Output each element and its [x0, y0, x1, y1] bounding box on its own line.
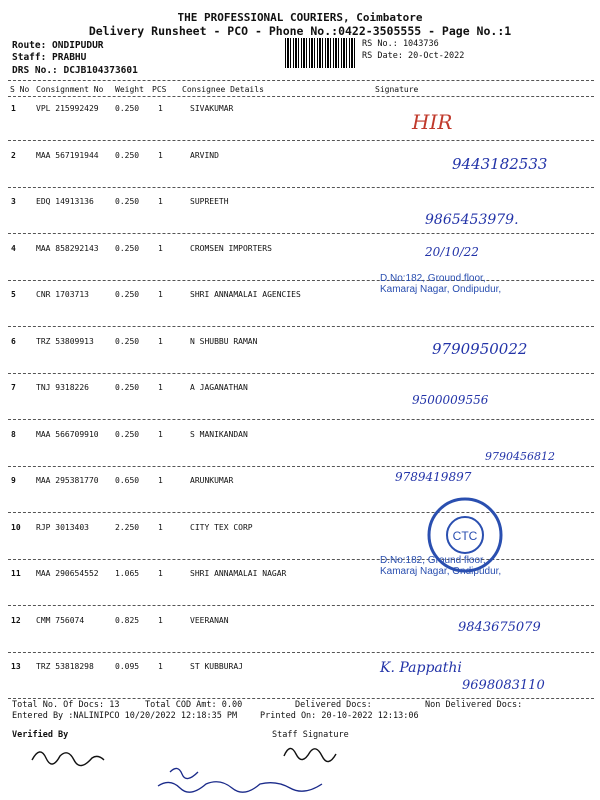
row-divider: [8, 698, 594, 699]
row-pcs: 1: [158, 290, 163, 299]
signature-row-4: 20/10/22: [425, 245, 479, 259]
row-weight: 0.250: [115, 429, 140, 439]
table-row: [0, 244, 600, 290]
header-bottom-divider: [8, 96, 594, 97]
rs-date: RS Date: 20-Oct-2022: [362, 51, 465, 61]
route-label: Route: ONDIPUDUR: [12, 40, 104, 51]
row-consignee: A JAGANATHAN: [190, 383, 248, 392]
row-sno: 7: [11, 383, 16, 392]
entered-by: Entered By :NALINIPCO 10/20/2022 12:18:35 PM: [12, 711, 238, 721]
row-weight: 0.250: [115, 150, 140, 160]
row-sno: 11: [11, 569, 21, 578]
row-sno: 8: [11, 429, 16, 439]
row-consignment: MAA 566709910: [36, 429, 99, 439]
row-pcs: 1: [158, 197, 163, 206]
row-consignment: CMM 756074: [36, 615, 85, 625]
row-pcs: 1: [158, 104, 163, 113]
company-title: THE PROFESSIONAL COURIERS, Coimbatore: [177, 11, 423, 24]
delivered-docs: Delivered Docs:: [295, 700, 372, 710]
stamp-line1: D.No:182, Ground floor,: [380, 273, 486, 284]
row-consignment: TRZ 53818298: [36, 662, 94, 671]
stamp-line2: Kamaraj Nagar, Ondipudur,: [380, 284, 502, 295]
phone-row-3: 9865453979.: [425, 212, 519, 228]
seal-logo: CTC: [452, 529, 478, 543]
row-consignee: SHRI ANNAMALAI AGENCIES: [190, 290, 301, 299]
row-consignee: ST KUBBURAJ: [190, 662, 243, 671]
row-sno: 1: [11, 104, 16, 113]
col-pcs: PCS: [152, 85, 167, 94]
signature-row-1: HIR: [412, 110, 453, 134]
phone-row-7: 9500009556: [412, 393, 489, 407]
row-weight: 0.250: [115, 197, 140, 206]
row-divider: [8, 233, 594, 234]
row-sno: 4: [11, 243, 16, 253]
row-divider: [8, 605, 594, 606]
row-divider: [8, 559, 594, 560]
row-pcs: 1: [158, 429, 163, 439]
row-pcs: 1: [158, 476, 163, 485]
printed-on: Printed On: 20-10-2022 12:13:06: [260, 711, 419, 721]
row-weight: 0.250: [115, 383, 140, 392]
row-pcs: 1: [158, 336, 163, 346]
col-weight: Weight: [115, 85, 144, 94]
stamp-line2: Kamaraj Nagar, Ondipudur,: [380, 566, 502, 577]
row-pcs: 1: [158, 383, 163, 392]
table-row: [0, 383, 600, 429]
row-sno: 12: [11, 615, 21, 625]
row-consignment: TRZ 53809913: [36, 336, 94, 346]
row-consignee: SUPREETH: [190, 197, 229, 206]
row-pcs: 1: [158, 150, 163, 160]
row-divider: [8, 373, 594, 374]
phone-row-12: 9843675079: [458, 620, 541, 635]
verified-by-label: Verified By: [12, 730, 69, 740]
col-signature: Signature: [375, 85, 419, 94]
row-weight: 2.250: [115, 522, 140, 532]
row-divider: [8, 187, 594, 188]
row-divider: [8, 326, 594, 327]
row-consignee: SIVAKUMAR: [190, 104, 234, 113]
col-consignee: Consignee Details: [182, 85, 264, 94]
row-consignee: VEERANAN: [190, 615, 229, 625]
row-sno: 9: [11, 476, 16, 485]
row-consignee: ARVIND: [190, 150, 219, 160]
row-consignment: MAA 290654552: [36, 569, 99, 578]
row-consignment: EDQ 14913136: [36, 197, 94, 206]
row-pcs: 1: [158, 615, 163, 625]
non-delivered-docs: Non Delivered Docs:: [425, 700, 523, 710]
phone-row-6: 9790950022: [432, 340, 528, 358]
row-consignment: MAA 295381770: [36, 476, 99, 485]
row-divider: [8, 140, 594, 141]
table-row: [0, 290, 600, 336]
col-consignment: Consignment No: [36, 85, 104, 94]
row-weight: 0.095: [115, 662, 140, 671]
row-weight: 0.250: [115, 336, 140, 346]
phone-row-13: 9698083110: [462, 678, 545, 693]
runsheet-subtitle: Delivery Runsheet - PCO - Phone No.:0422-3505555 - Page No.:1: [88, 24, 512, 38]
total-cod: Total COD Amt: 0.00: [145, 700, 243, 710]
table-row: [0, 569, 600, 615]
row-sno: 2: [11, 150, 16, 160]
row-consignee: CITY TEX CORP: [190, 522, 253, 532]
row-consignee: ARUNKUMAR: [190, 476, 234, 485]
signature-row-13: K. Pappathi: [380, 660, 462, 676]
col-sno: S No: [10, 85, 30, 94]
phone-row-2: 9443182533: [452, 155, 548, 173]
row-weight: 0.650: [115, 476, 140, 485]
row-consignment: TNJ 9318226: [36, 383, 89, 392]
row-consignment: MAA 567191944: [36, 150, 99, 160]
row-consignee: S MANIKANDAN: [190, 429, 248, 439]
address-stamp-2: [380, 555, 501, 577]
row-divider: [8, 652, 594, 653]
row-sno: 13: [11, 662, 21, 671]
row-consignee: N SHUBBU RAMAN: [190, 336, 258, 346]
row-sno: 5: [11, 290, 16, 299]
verifier-signature: [28, 740, 108, 770]
drs-number: DRS No.: DCJB104373601: [12, 65, 138, 76]
row-divider: [8, 419, 594, 420]
row-pcs: 1: [158, 243, 163, 253]
row-divider: [8, 466, 594, 467]
table-row: [0, 476, 600, 522]
staff-signature-label: Staff Signature: [272, 730, 349, 740]
address-stamp-1: [380, 273, 501, 295]
row-weight: 0.250: [115, 243, 140, 253]
barcode: [285, 38, 357, 68]
table-row: [0, 104, 600, 150]
row-divider: [8, 280, 594, 281]
row-weight: 0.250: [115, 104, 140, 113]
row-sno: 3: [11, 197, 16, 206]
row-consignment: MAA 858292143: [36, 243, 99, 253]
row-consignee: CROMSEN IMPORTERS: [190, 243, 272, 253]
row-pcs: 1: [158, 522, 163, 532]
row-sno: 10: [11, 522, 21, 532]
stamp-line1: D.No:182, Ground floor,: [380, 555, 486, 566]
phone-row-9: 9789419897: [395, 470, 472, 484]
row-consignment: CNR 1703713: [36, 290, 89, 299]
rs-number: RS No.: 1043736: [362, 39, 439, 49]
row-consignment: VPL 215992429: [36, 104, 99, 113]
row-weight: 1.065: [115, 569, 140, 578]
row-sno: 6: [11, 336, 16, 346]
receiver-signature: [150, 760, 330, 794]
staff-label: Staff: PRABHU: [12, 52, 87, 63]
phone-row-8: 9790456812: [485, 450, 555, 463]
row-divider: [8, 512, 594, 513]
header-top-divider: [8, 80, 594, 81]
row-pcs: 1: [158, 569, 163, 578]
table-row: [0, 523, 600, 569]
row-consignment: RJP 3013403: [36, 522, 89, 532]
row-consignee: SHRI ANNAMALAI NAGAR: [190, 569, 287, 578]
total-docs: Total No. Of Docs: 13: [12, 700, 120, 710]
row-pcs: 1: [158, 662, 163, 671]
row-weight: 0.250: [115, 290, 140, 299]
row-weight: 0.825: [115, 615, 140, 625]
